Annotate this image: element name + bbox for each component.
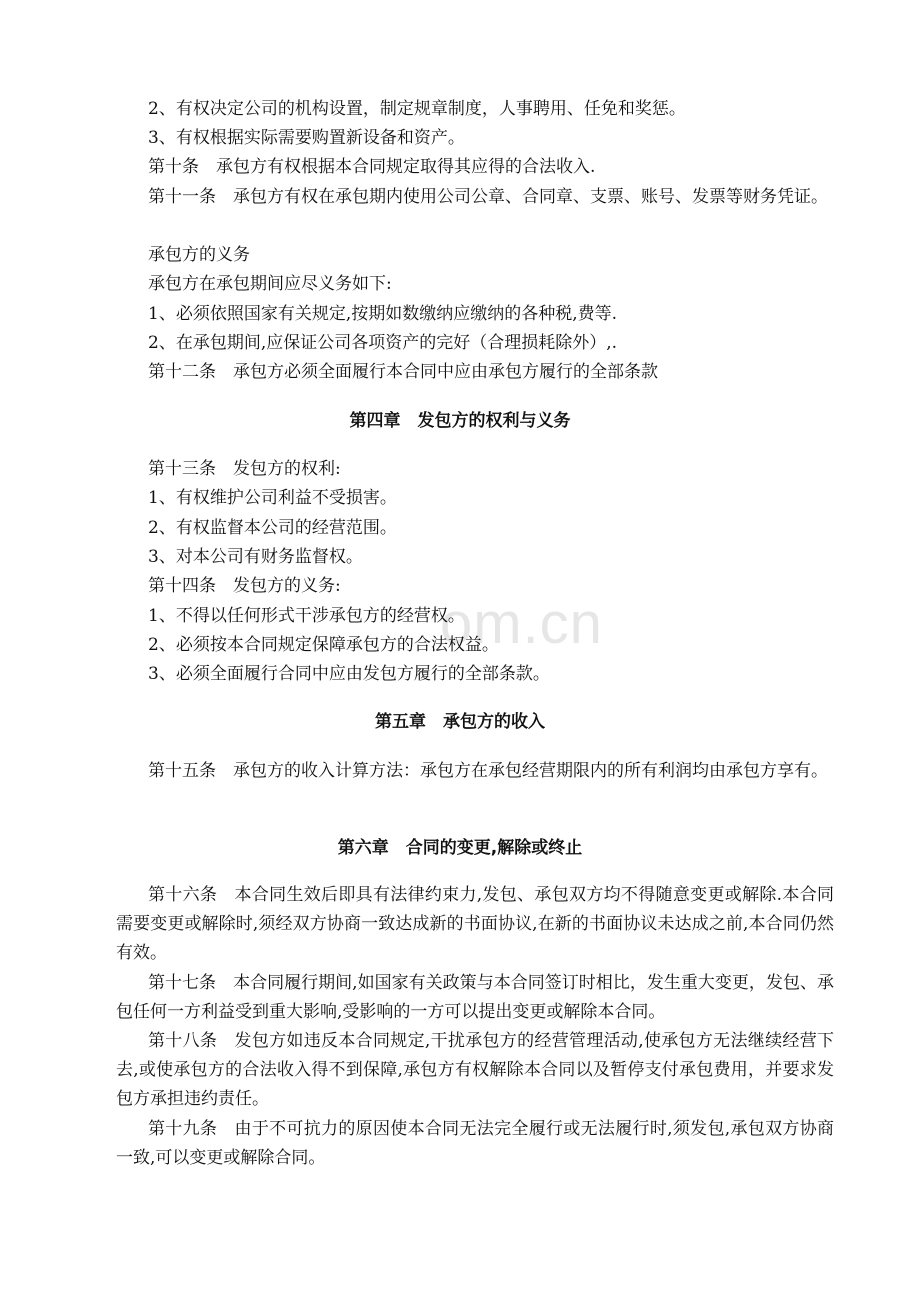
chapter-heading: 第四章 发包方的权利与义务 (349, 411, 571, 431)
paragraph: 第十八条 发包方如违反本合同规定,干扰承包方的经营管理活动,使承包方无法继续经营下去,或使承包方的合法收入得不到保障,承包方有权解除本合同以及暂停支付承包费用，并要求发包方承担违约责任。 (116, 1031, 834, 1109)
paragraph: 第十四条 发包方的义务: (148, 576, 341, 596)
paragraph: 1、有权维护公司利益不受损害。 (148, 488, 397, 508)
chapter-heading: 第五章 承包方的收入 (375, 712, 545, 732)
paragraph: 3、对本公司有财务监督权。 (148, 547, 363, 567)
paragraph: 2、必须按本合同规定保障承包方的合法权益。 (148, 635, 499, 655)
paragraph: 第十一条 承包方有权在承包期内使用公司公章、合同章、支票、账号、发票等财务凭证。 (148, 187, 828, 207)
watermark: om.cn (440, 591, 603, 656)
paragraph: 1、不得以任何形式干涉承包方的经营权。 (148, 606, 465, 626)
paragraph: 第十五条 承包方的收入计算方法：承包方在承包经营期限内的所有利润均由承包方享有。 (148, 761, 828, 781)
paragraph: 第十九条 由于不可抗力的原因使本合同无法完全履行或无法履行时,须发包,承包双方协商一致,可以变更或解除合同。 (116, 1119, 834, 1168)
paragraph: 承包方在承包期间应尽义务如下: (148, 274, 392, 294)
paragraph: 2、在承包期间,应保证公司各项资产的完好（合理损耗除外）,. (148, 333, 618, 353)
paragraph: 2、有权决定公司的机构设置，制定规章制度，人事聘用、任免和奖惩。 (148, 99, 686, 119)
chapter-heading: 第六章 合同的变更,解除或终止 (337, 838, 583, 858)
paragraph: 2、有权监督本公司的经营范围。 (148, 518, 397, 538)
paragraph: 3、必须全面履行合同中应由发包方履行的全部条款。 (148, 664, 550, 684)
paragraph: 第十三条 发包方的权利: (148, 459, 341, 479)
paragraph: 第十七条 本合同履行期间,如国家有关政策与本合同签订时相比，发生重大变更，发包、承包任何一方利益受到重大影响,受影响的一方可以提出变更或解除本合同。 (116, 973, 834, 1022)
paragraph: 承包方的义务 (148, 245, 250, 265)
paragraph: 第十二条 承包方必须全面履行本合同中应由承包方履行的全部条款 (148, 362, 658, 382)
paragraph: 第十条 承包方有权根据本合同规定取得其应得的合法收入. (148, 157, 596, 177)
paragraph: 第十六条 本合同生效后即具有法律约束力,发包、承包双方均不得随意变更或解除.本合同需要变更或解除时,须经双方协商一致达成新的书面协议,在新的书面协议未达成之前,本合同仍然有效。 (116, 885, 834, 963)
paragraph: 1、必须依照国家有关规定,按期如数缴纳应缴纳的各种税,费等. (148, 304, 618, 324)
paragraph: 3、有权根据实际需要购置新设备和资产。 (148, 128, 465, 148)
